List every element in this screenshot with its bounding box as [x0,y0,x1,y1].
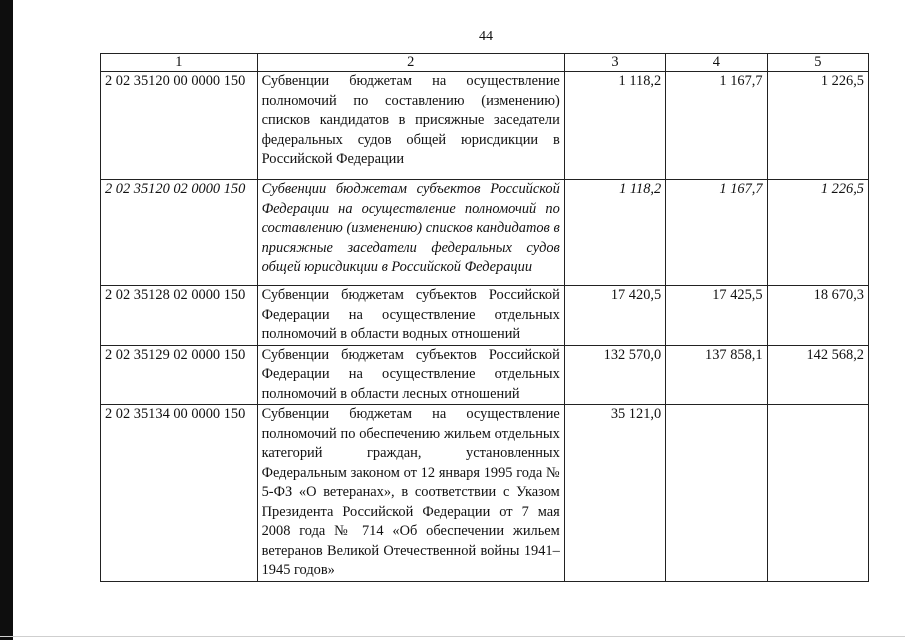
value-col-5 [767,405,868,582]
value-col-3: 1 118,2 [564,72,665,180]
revenue-name: Субвенции бюджетам субъектов Российской Федерации на осуществление полномочий по составлению (изменению) списков кандидатов в присяжные заседатели федеральных судов общей юрисдикции в Российской Федерации [257,180,564,286]
value-col-3: 1 118,2 [564,180,665,286]
header-row [101,54,869,72]
value-col-5: 1 226,5 [767,72,868,180]
table-row [101,286,869,346]
header-col-5: 5 [767,54,868,72]
value-col-4: 17 425,5 [666,286,767,346]
budget-code: 2 02 35128 02 0000 150 [101,286,258,346]
budget-table [100,53,869,582]
scan-bottom-edge [0,636,905,637]
table-row [101,72,869,180]
value-col-3: 132 570,0 [564,345,665,405]
value-col-5: 1 226,5 [767,180,868,286]
value-col-4: 137 858,1 [666,345,767,405]
table-row [101,180,869,286]
revenue-name: Субвенции бюджетам на осуществление полномочий по составлению (изменению) списков кандидатов в присяжные заседатели федеральных судов общей юрисдикции в Российской Федерации [257,72,564,180]
value-col-4: 1 167,7 [666,180,767,286]
value-col-5: 142 568,2 [767,345,868,405]
value-col-4: 1 167,7 [666,72,767,180]
header-col-3: 3 [564,54,665,72]
value-col-4 [666,405,767,582]
page-number: 44 [479,29,493,44]
budget-code: 2 02 35134 00 0000 150 [101,405,258,582]
header-col-4: 4 [666,54,767,72]
value-col-3: 35 121,0 [564,405,665,582]
value-col-5: 18 670,3 [767,286,868,346]
budget-code: 2 02 35129 02 0000 150 [101,345,258,405]
budget-code: 2 02 35120 02 0000 150 [101,180,258,286]
value-col-3: 17 420,5 [564,286,665,346]
revenue-name: Субвенции бюджетам субъектов Российской Федерации на осуществление отдельных полномочий в области лесных отношений [257,345,564,405]
revenue-name: Субвенции бюджетам субъектов Российской Федерации на осуществление отдельных полномочий в области водных отношений [257,286,564,346]
scan-edge [0,0,13,640]
table-row [101,345,869,405]
header-col-2: 2 [257,54,564,72]
revenue-name: Субвенции бюджетам на осуществление полномочий по обеспечению жильем отдельных категорий граждан, установленных Федеральным законом от 12 января 1995 года № 5-ФЗ «О ветеранах», в соответствии с Указом Президента Российской Федерации от 7 мая 2008 года № 714 «Об обеспечении жильем ветеранов Великой Отечественной войны 1941–1945 годов» [257,405,564,582]
budget-code: 2 02 35120 00 0000 150 [101,72,258,180]
table-row [101,405,869,582]
header-col-1: 1 [101,54,258,72]
